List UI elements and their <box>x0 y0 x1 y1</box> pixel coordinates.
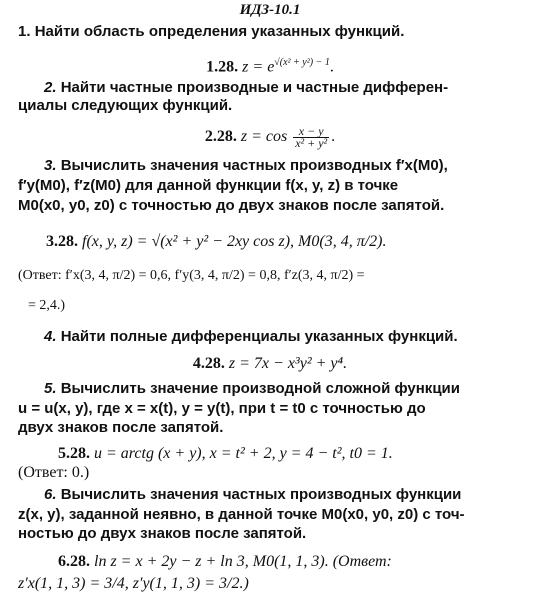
problem-6-number: 6. <box>44 486 57 503</box>
problem-5-line-2: u = u(x, y), где x = x(t), y = y(t), при t = t0 с точностью до <box>18 400 426 417</box>
problem-6-line-1: 6. Вычислить значения частных производных функции <box>44 486 462 503</box>
problem-3-number: 3. <box>44 157 57 174</box>
formula-1-28-number: 1.28. <box>206 58 239 76</box>
problem-1-number: 1. <box>18 23 31 40</box>
problem-3-line-2: f′y(M0), f′z(M0) для данной функции f(x, y, z) в точке <box>18 177 399 194</box>
problem-3-line-1: 3. Вычислить значения частных производных f′x(M0), <box>44 157 448 174</box>
formula-2-28: 2.28. z = cos $\frac{x - y}{\text{x² + y²}}$ . <box>204 123 336 150</box>
formula-1-28 <box>0 53 540 77</box>
problem-5-number: 5. <box>44 380 57 397</box>
problem-1 <box>18 22 540 42</box>
formula-5-28-answer: (Ответ: 0.) <box>18 464 90 481</box>
formula-5-28: 5.28. u = arctg (x + y), x = t² + 2, y = 4 − t², t0 = 1. <box>58 445 393 462</box>
formula-6-28: 6.28. ln z = x + 2y − z + ln 3, M0(1, 1, 3). (Ответ: <box>58 553 392 570</box>
problem-5-line-1: 5. Вычислить значение производной сложной функции <box>44 380 460 397</box>
problem-5-line-3: двух знаков после запятой. <box>18 419 224 436</box>
problem-3-line-3: M0(x0, y0, z0) с точностью до двух знаков после запятой. <box>18 197 445 214</box>
problem-2-line-2: циалы следующих функций. <box>18 97 233 114</box>
formula-6-28-line-2: z′x(1, 1, 3) = 3/4, z′y(1, 1, 3) = 3/2.) <box>18 575 249 592</box>
problem-6-line-3: ностью до двух знаков после запятой. <box>18 525 307 542</box>
formula-3-28: 3.28. f(x, y, z) = √(x² + y² − 2xy cos z), M0(3, 4, π/2). <box>46 233 387 250</box>
formula-1-28-lhs: z = e <box>242 58 275 76</box>
problem-2-line-1: 2. Найти частные производные и частные дифферен- <box>44 79 449 96</box>
problem-2-number: 2. <box>44 79 57 96</box>
problem-6-line-2: z(x, y), заданной неявно, в данной точке M0(x0, y0, z0) с точ- <box>18 506 465 523</box>
formula-3-28-answer-line-1: (Ответ: f′x(3, 4, π/2) = 0,6, f′y(3, 4, π/2) = 0,8, f′z(3, 4, π/2) = <box>18 268 365 283</box>
formula-3-28-answer-line-2: = 2,4.) <box>28 298 66 313</box>
formula-2-28-fraction: $\frac{x - y}{\text{x² + y²}}$ <box>295 123 328 150</box>
formula-1-28-tail: . <box>329 58 334 76</box>
formula-1-28-exponent: √(x² + y²) − 1 <box>274 57 330 68</box>
problem-4-number: 4. <box>44 328 57 345</box>
problem-4: 4. Найти полные дифференциалы указанных функций. <box>44 328 458 345</box>
page-title: ИДЗ-10.1 <box>239 2 301 18</box>
formula-4-28: 4.28. z = 7x − x³y² + y⁴. <box>192 355 348 372</box>
problem-1-text: Найти область определения указанных функций. <box>34 23 405 40</box>
